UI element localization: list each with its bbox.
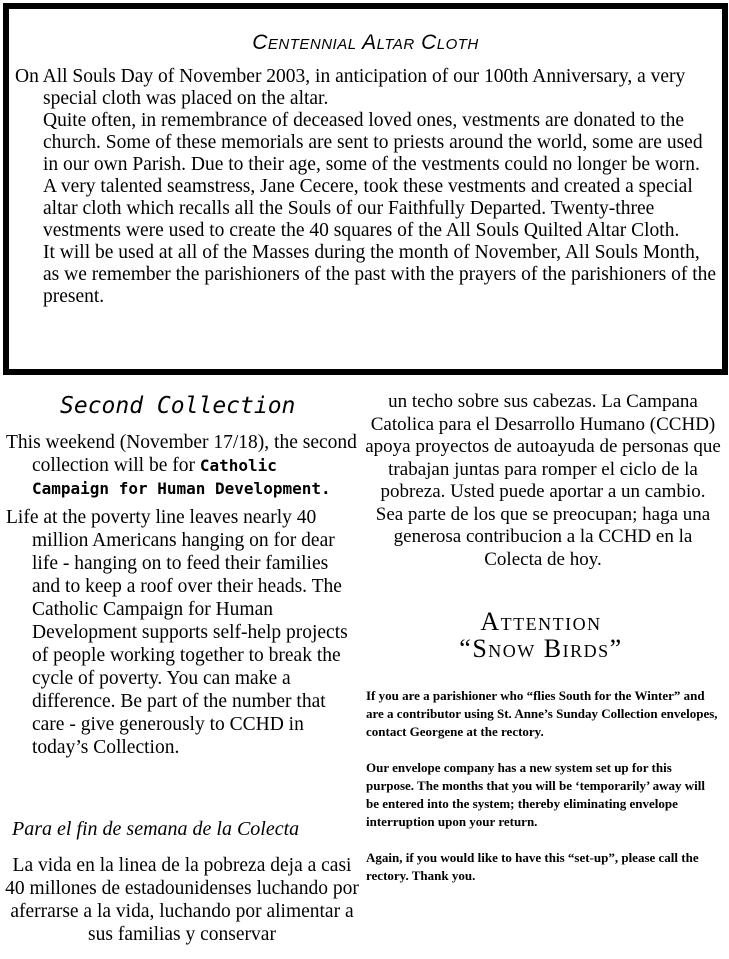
intro-text: This weekend (November 17/18), the second collection will be for — [6, 432, 357, 476]
snow-birds-body — [366, 687, 720, 903]
altar-paragraph: On All Souls Day of November 2003, in anticipation of our 100th Anniversary, a very special cloth was placed on the altar. — [15, 66, 686, 109]
altar-cloth-title: Centennial Altar Cloth — [252, 31, 479, 54]
second-collection-heading: Second Collection — [60, 393, 296, 419]
snow-birds-paragraph: If you are a parishioner who “flies South for the Winter” and are a contributor using St. Anne’s Sunday Collection envelopes, contact Georgene at the rectory. — [366, 688, 718, 739]
snow-birds-line: “Snow Birds” — [459, 634, 623, 663]
spanish-heading: Para el fin de semana de la Colecta — [12, 818, 300, 840]
snow-birds-paragraph: Our envelope company has a new system set up for this purpose. The months that you will be ‘temporarily’ away will be entered into the system; thereby eliminating envelope interruption upon your return. — [366, 760, 705, 829]
attention-heading — [365, 608, 717, 662]
altar-paragraph: Quite often, in remembrance of deceased loved ones, vestments are donated to the church. Some of these memorials are sent to priests around the world, some are used in our own Parish. Due to their age, some of the vestments could no longer be worn. — [43, 110, 703, 175]
altar-cloth-box — [3, 3, 728, 375]
spanish-text-right: un techo sobre sus cabezas. La Campana Catolica para el Desarrollo Humano (CCHD) apoya proyectos de autoayuda de personas que trabajan juntas para romper el ciclo de la pobreza. Usted puede aportar a un cambio. Sea parte de los que se preocupan; haga una generosa contribucion a la CCHD en la Colecta de hoy. — [365, 391, 721, 570]
second-collection-body — [6, 431, 358, 765]
poverty-paragraph: Life at the poverty line leaves nearly 40 million Americans hanging on for dear life - hanging on to feed their families and to keep a roof over their heads. The Catholic Campaign for Human Development supports self-help projects of people working together to break the cycle of poverty. You can make a difference. Be part of the number that care - give generously to CCHD in today’s Collection. — [6, 507, 348, 758]
altar-paragraph: A very talented seamstress, Jane Cecere, took these vestments and created a special altar cloth which recalls all the Souls of our Faithfully Departed. Twenty-three vestments were used to create the 40 squares of the All Souls Quilted Altar Cloth. — [43, 176, 693, 241]
altar-paragraph: It will be used at all of the Masses during the month of November, All Souls Month, as we remember the parishioners of the past with the prayers of the parishioners of the present. — [43, 242, 717, 307]
altar-cloth-body — [15, 66, 720, 308]
campaign-name: Catholic Campaign for Human Development. — [32, 456, 331, 498]
attention-line: Attention — [480, 607, 602, 636]
snow-birds-paragraph: Again, if you would like to have this “set-up”, please call the rectory. Thank you. — [366, 850, 699, 883]
spanish-text-left: La vida en la linea de la pobreza deja a casi 40 millones de estadounidenses luchando por aferrarse a la vida, luchando por alimentar a sus familias y conservar — [5, 855, 359, 945]
second-collection-intro — [6, 431, 358, 500]
